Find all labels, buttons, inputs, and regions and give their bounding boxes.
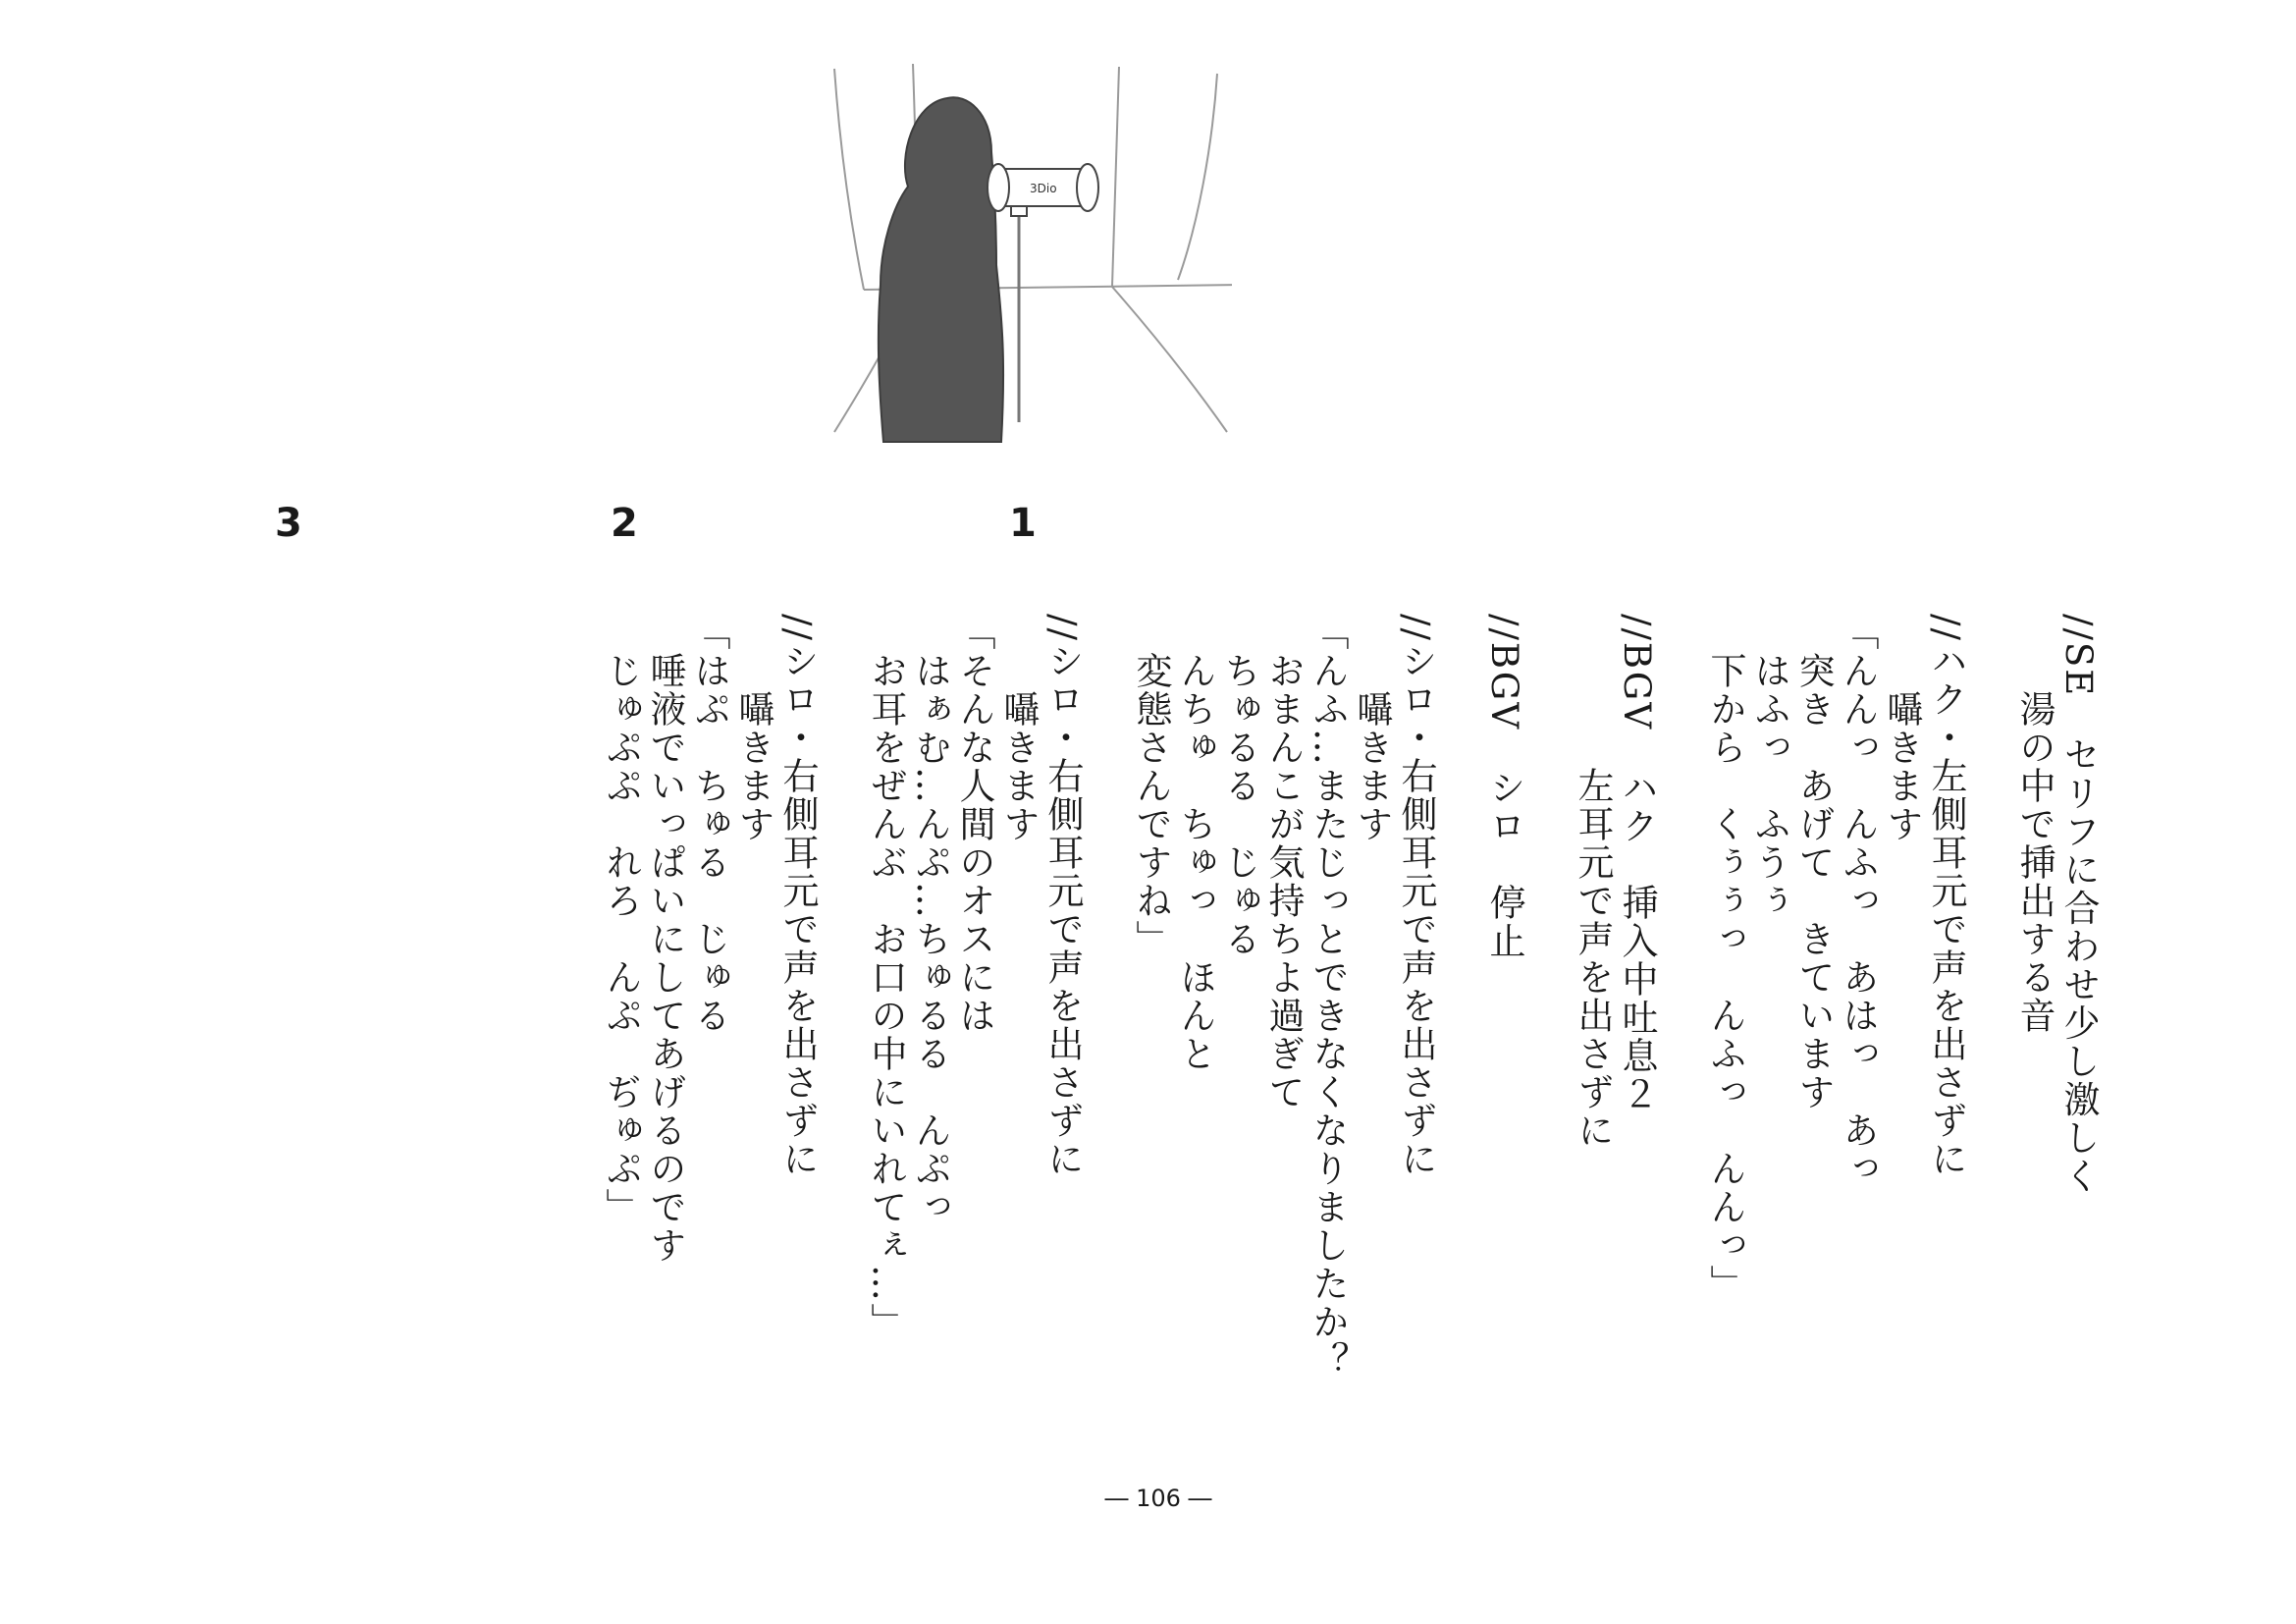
script-line: 囁きます bbox=[1351, 614, 1393, 843]
position-marker-1: 1 bbox=[1009, 501, 1037, 546]
script-line: //シロ・右側耳元で声を出さずに bbox=[1041, 614, 1084, 1178]
page-number: ― 106 ― bbox=[1104, 1485, 1212, 1512]
mic-label: 3Dio bbox=[1030, 182, 1057, 195]
script-line: 湯の中で挿出する音 bbox=[2013, 614, 2056, 1035]
script-line: 下から くぅぅっ んふっ んんっ」 bbox=[1704, 614, 1746, 1303]
script-line: 突き あげて きています bbox=[1792, 614, 1835, 1111]
script-line: 「んふ…またじっとできなくなりましたか？ bbox=[1307, 614, 1349, 1380]
script-line: んちゅ ちゅっ ほんと bbox=[1174, 614, 1216, 1073]
script-line: 「そんな人間のオスには bbox=[953, 614, 995, 1035]
script-line: //ハク・左側耳元で声を出さずに bbox=[1925, 614, 1967, 1178]
script-line: 変態さんですね」 bbox=[1130, 614, 1172, 958]
script-line: //BGV ハク 挿入中吐息２ bbox=[1616, 614, 1658, 1114]
script-line: 「はぷ ちゅる じゅる bbox=[688, 614, 730, 1035]
script-line: 「んんっ んふっ あはっ あっ bbox=[1837, 614, 1879, 1188]
script-line: //シロ・右側耳元で声を出さずに bbox=[776, 614, 819, 1178]
script-line: 囁きます bbox=[1881, 614, 1923, 843]
script-line: 唾液でいっぱいにしてあげるのです bbox=[644, 614, 686, 1265]
script-line: お耳をぜんぶ お口の中にいれてぇ…」 bbox=[865, 614, 907, 1341]
position-marker-3: 3 bbox=[275, 501, 302, 546]
script-line: //SE セリフに合わせ少し激しく bbox=[2057, 614, 2100, 1196]
script-line: //BGV シロ 停止 bbox=[1483, 614, 1525, 961]
script-line: じゅぷぷ れろ んぷ ぢゅぷ」 bbox=[600, 614, 642, 1226]
recording-illustration bbox=[820, 59, 1232, 452]
script-line: おまんこが気持ちよ過ぎて bbox=[1262, 614, 1305, 1111]
script-line: //シロ・右側耳元で声を出さずに bbox=[1395, 614, 1437, 1178]
script-line: はぁむ…んぷ…ちゅるる んぷっ bbox=[909, 614, 951, 1226]
script-line: ちゅるる じゅる bbox=[1218, 614, 1260, 958]
script-line: 左耳元で声を出さずに bbox=[1572, 614, 1614, 1150]
script-line: 囁きます bbox=[997, 614, 1040, 843]
position-marker-2: 2 bbox=[611, 501, 638, 546]
person-silhouette bbox=[879, 97, 1003, 442]
binaural-mic-illustration bbox=[820, 59, 1232, 452]
script-line: 囁きます bbox=[732, 614, 774, 843]
script-line: はふっ ふうぅ bbox=[1748, 614, 1790, 920]
